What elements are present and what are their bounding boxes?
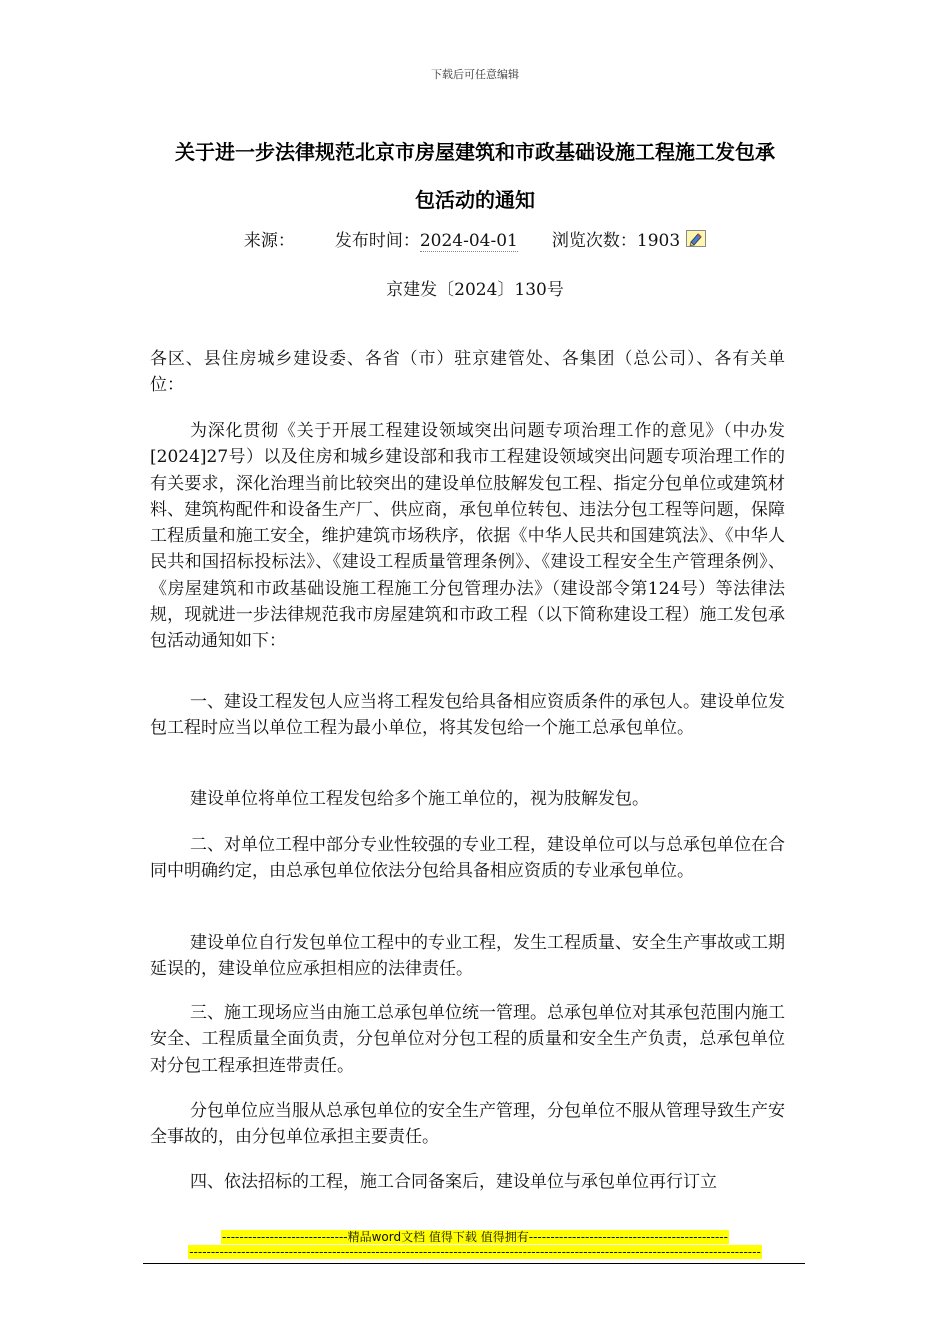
- footer-banner-text-1: -----------------------------精品word文档 值得下载 值得拥有----------------------------------------------: [222, 1230, 728, 1244]
- clause-1-paragraph: 一、建设工程发包人应当将工程发包给具备相应资质条件的承包人。建设单位发包工程时应当以单位工程为最小单位，将其发包给一个施工总承包单位。: [150, 692, 785, 739]
- source-label: 来源：: [243, 231, 295, 251]
- footer-banner-text-2: ------------------------------------------------------------------------------------------------------------------------------------: [189, 1245, 761, 1259]
- clause-3-note-paragraph: 分包单位应当服从总承包单位的安全生产管理，分包单位不服从管理导致生产安全事故的，由分包单位承担主要责任。: [150, 1101, 785, 1148]
- meta-info-bar: [0, 226, 950, 251]
- clause-2-note-paragraph: 建设单位自行发包单位工程中的专业工程，发生工程质量、安全生产事故或工期延误的，建设单位应承担相应的法律责任。: [150, 933, 785, 980]
- footer-banner-line-1: [0, 1230, 950, 1244]
- pencil-edit-icon[interactable]: [686, 230, 706, 247]
- document-title-line-1: 关于进一步法律规范北京市房屋建筑和市政基础设施工程施工发包承: [175, 140, 775, 164]
- download-note: 下载后可任意编辑: [431, 68, 519, 81]
- views-count: 1903: [636, 231, 681, 251]
- document-title-line-2: 包活动的通知: [415, 188, 535, 212]
- publish-label: 发布时间：: [334, 231, 420, 251]
- views-label: 浏览次数：: [551, 231, 637, 251]
- intro-paragraph: 为深化贯彻《关于开展工程建设领域突出问题专项治理工作的意见》（中办发[2024]27号）以及住房和城乡建设部和我市工程建设领域突出问题专项治理工作的有关要求，深化治理当前比较突出的建设单位肢解发包工程、指定分包单位或建筑材料、建筑构配件和设备生产厂、供应商，承包单位转包、违法分包工程等问题，保障工程质量和施工安全，维护建筑市场秩序，依据《中华人民共和国建筑法》、《中华人民共和国招标投标法》、《建设工程质量管理条例》、《建设工程安全生产管理条例》、《房屋建筑和市政基础设施工程施工分包管理办法》（建设部令第124号）等法律法规，现就进一步法律规范我市房屋建筑和市政工程（以下简称建设工程）施工发包承包活动通知如下：: [150, 421, 785, 652]
- clause-4-paragraph: 四、依法招标的工程，施工合同备案后，建设单位与承包单位再行订立: [190, 1172, 717, 1192]
- clause-2-paragraph: 二、对单位工程中部分专业性较强的专业工程，建设单位可以与总承包单位在合同中明确约定，由总承包单位依法分包给具备相应资质的专业承包单位。: [150, 835, 785, 882]
- publish-date: 2024-04-01: [419, 231, 518, 251]
- addressee-paragraph: 各区、县住房城乡建设委、各省（市）驻京建管处、各集团（总公司）、各有关单位：: [150, 349, 785, 396]
- document-number: 京建发〔2024〕130号: [386, 280, 564, 300]
- clause-1-note-paragraph: 建设单位将单位工程发包给多个施工单位的，视为肢解发包。: [190, 789, 649, 809]
- footer-divider: [143, 1263, 805, 1264]
- footer-banner-line-2: [0, 1245, 950, 1259]
- clause-3-paragraph: 三、施工现场应当由施工总承包单位统一管理。总承包单位对其承包范围内施工安全、工程质量全面负责，分包单位对分包工程的质量和安全生产负责，总承包单位对分包工程承担连带责任。: [150, 1003, 785, 1076]
